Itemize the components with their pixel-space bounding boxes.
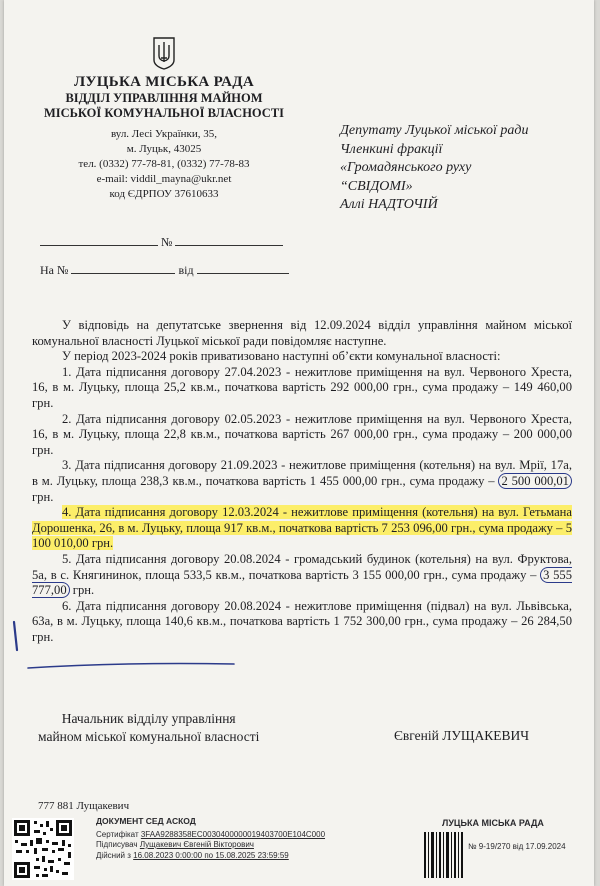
sender-email: e-mail: viddil_mayna@ukr.net <box>96 173 232 185</box>
addressee-line-5: Аллі НАДТОЧІЙ <box>340 197 438 212</box>
list-item-highlighted <box>32 505 572 552</box>
addressee-line-4: “СВІДОМІ» <box>340 178 413 194</box>
number-label: № <box>161 235 173 249</box>
period-paragraph: У період 2023-2024 років приватизовано наступні об’єкти комунальної власності: <box>62 349 501 364</box>
stamp-title: ЛУЦЬКА МІСЬКА РАДА <box>442 818 544 828</box>
addressee-line-2: Членкині фракції <box>340 141 443 157</box>
department-line-2: МІСЬКОЇ КОМУНАЛЬНОЇ ВЛАСНОСТІ <box>43 106 285 120</box>
addressee-line-3: «Громадянського руху <box>340 160 472 175</box>
signatory-position: Начальник відділу управління майном міської комунальної власності <box>38 711 260 744</box>
list-item: 1. Дата підписання договору 27.04.2023 - нежитлове приміщення на вул. Червоного Хреста, 16, в м. Луцьку, площа 25,2 кв.м., початкова вартість 292 000,00 грн., сума продажу – 149 460,00 грн. <box>32 364 572 410</box>
intro-paragraph: У відповідь на депутатське звернення від 12.09.2024 відділ управління майном міської комунальної власності Луцької міської ради повідомляє наступне. <box>32 318 572 348</box>
sender-address-2: м. Луцьк, 43025 <box>126 143 202 155</box>
department-line-1: ВІДДІЛ УПРАВЛІННЯ МАЙНОМ <box>65 91 263 105</box>
ced-title: ДОКУМЕНТ СЕД АСКОД <box>96 816 196 826</box>
qr-code-icon <box>12 818 74 880</box>
outgoing-number-line <box>40 234 283 250</box>
list-item: 2. Дата підписання договору 02.05.2023 - нежитлове приміщення на вул. Червоного Хреста, 16, в м. Луцьку, площа 22,8 кв.м., початкова вартість 267 000,00 грн., сума продажу – 200 000,00 грн. <box>32 411 572 457</box>
electronic-signature-block: ДОКУМЕНТ СЕД АСКОД Сертифікат 3FAA9288358EC0030400000019403700E104C000 Підписувач Лущакевич Євгеній Вікторович Дійсний з 16.08.2023 0:00:00 по 15.08.2025 23:59:59 <box>96 816 356 861</box>
list-item: 6. Дата підписання договору 20.08.2024 - нежитлове приміщення (підвал) на вул. Львівська, 63а, в м. Луцьку, площа 140,6 кв.м., початкова вартість 1 752 300,00 грн., сума продажу – 26 284,50 грн. <box>32 598 572 644</box>
sender-phone: тел. (0332) 77-78-81, (0332) 77-78-83 <box>78 158 250 170</box>
list-item: 5. Дата підписання договору 20.08.2024 - громадський будинок (котельня) на вул. Фруктова, 5а, в с. Княгининок, площа 533,5 кв.м., початкова вартість 3 155 000,00 грн., сума продажу – 3 555 777,00 грн. <box>32 551 572 598</box>
addressee-line-1: Депутату Луцької міської ради <box>340 123 529 138</box>
addressee-block <box>340 122 590 215</box>
executor-note: 777 881 Лущакевич <box>38 800 130 812</box>
on-number-label: На № <box>40 263 69 277</box>
list-item: 3. Дата підписання договору 21.09.2023 - нежитлове приміщення (котельня) на вул. Мрії, 17а, в м. Луцьку, площа 238,3 кв.м., початкова вартість 1 455 000,00 грн., сума продажу – 2 500 000,01 грн. <box>32 458 572 504</box>
highlighted-text: 4. Дата підписання договору 12.03.2024 - нежитлове приміщення (котельня) на вул. Гетьмана Дорошенка, 26, в м. Луцьку, площа 917 кв.м., початкова вартість 7 253 096,00 грн., сума продажу – 5 100 010,00 грн. <box>32 505 572 551</box>
from-label: від <box>178 263 194 277</box>
trident-emblem-icon <box>152 36 176 70</box>
signatory-name: Євгеній ЛУЩАКЕВИЧ <box>394 728 530 743</box>
sender-code: код ЄДРПОУ 37610633 <box>109 188 219 200</box>
certificate-value: 3FAA9288358EC0030400000019403700E104C000 <box>140 829 326 839</box>
signer-value: Лущакевич Євгеній Вікторович <box>139 840 254 849</box>
council-name: ЛУЦЬКА МІСЬКА РАДА <box>73 74 255 90</box>
circled-amount: 2 500 000,01 <box>498 473 572 489</box>
circled-amount: 3 555 777,00 <box>32 567 572 598</box>
stamp-number: № 9-19/270 від 17.09.2024 <box>468 842 566 851</box>
letter-body <box>32 318 572 645</box>
sender-block <box>34 36 294 202</box>
letter-page <box>4 0 594 886</box>
incoming-number-line <box>40 262 289 278</box>
validity-value: 16.08.2023 0:00:00 по 15.08.2025 23:59:59 <box>133 850 289 860</box>
sender-address-1: вул. Лесі Українки, 35, <box>110 128 218 140</box>
